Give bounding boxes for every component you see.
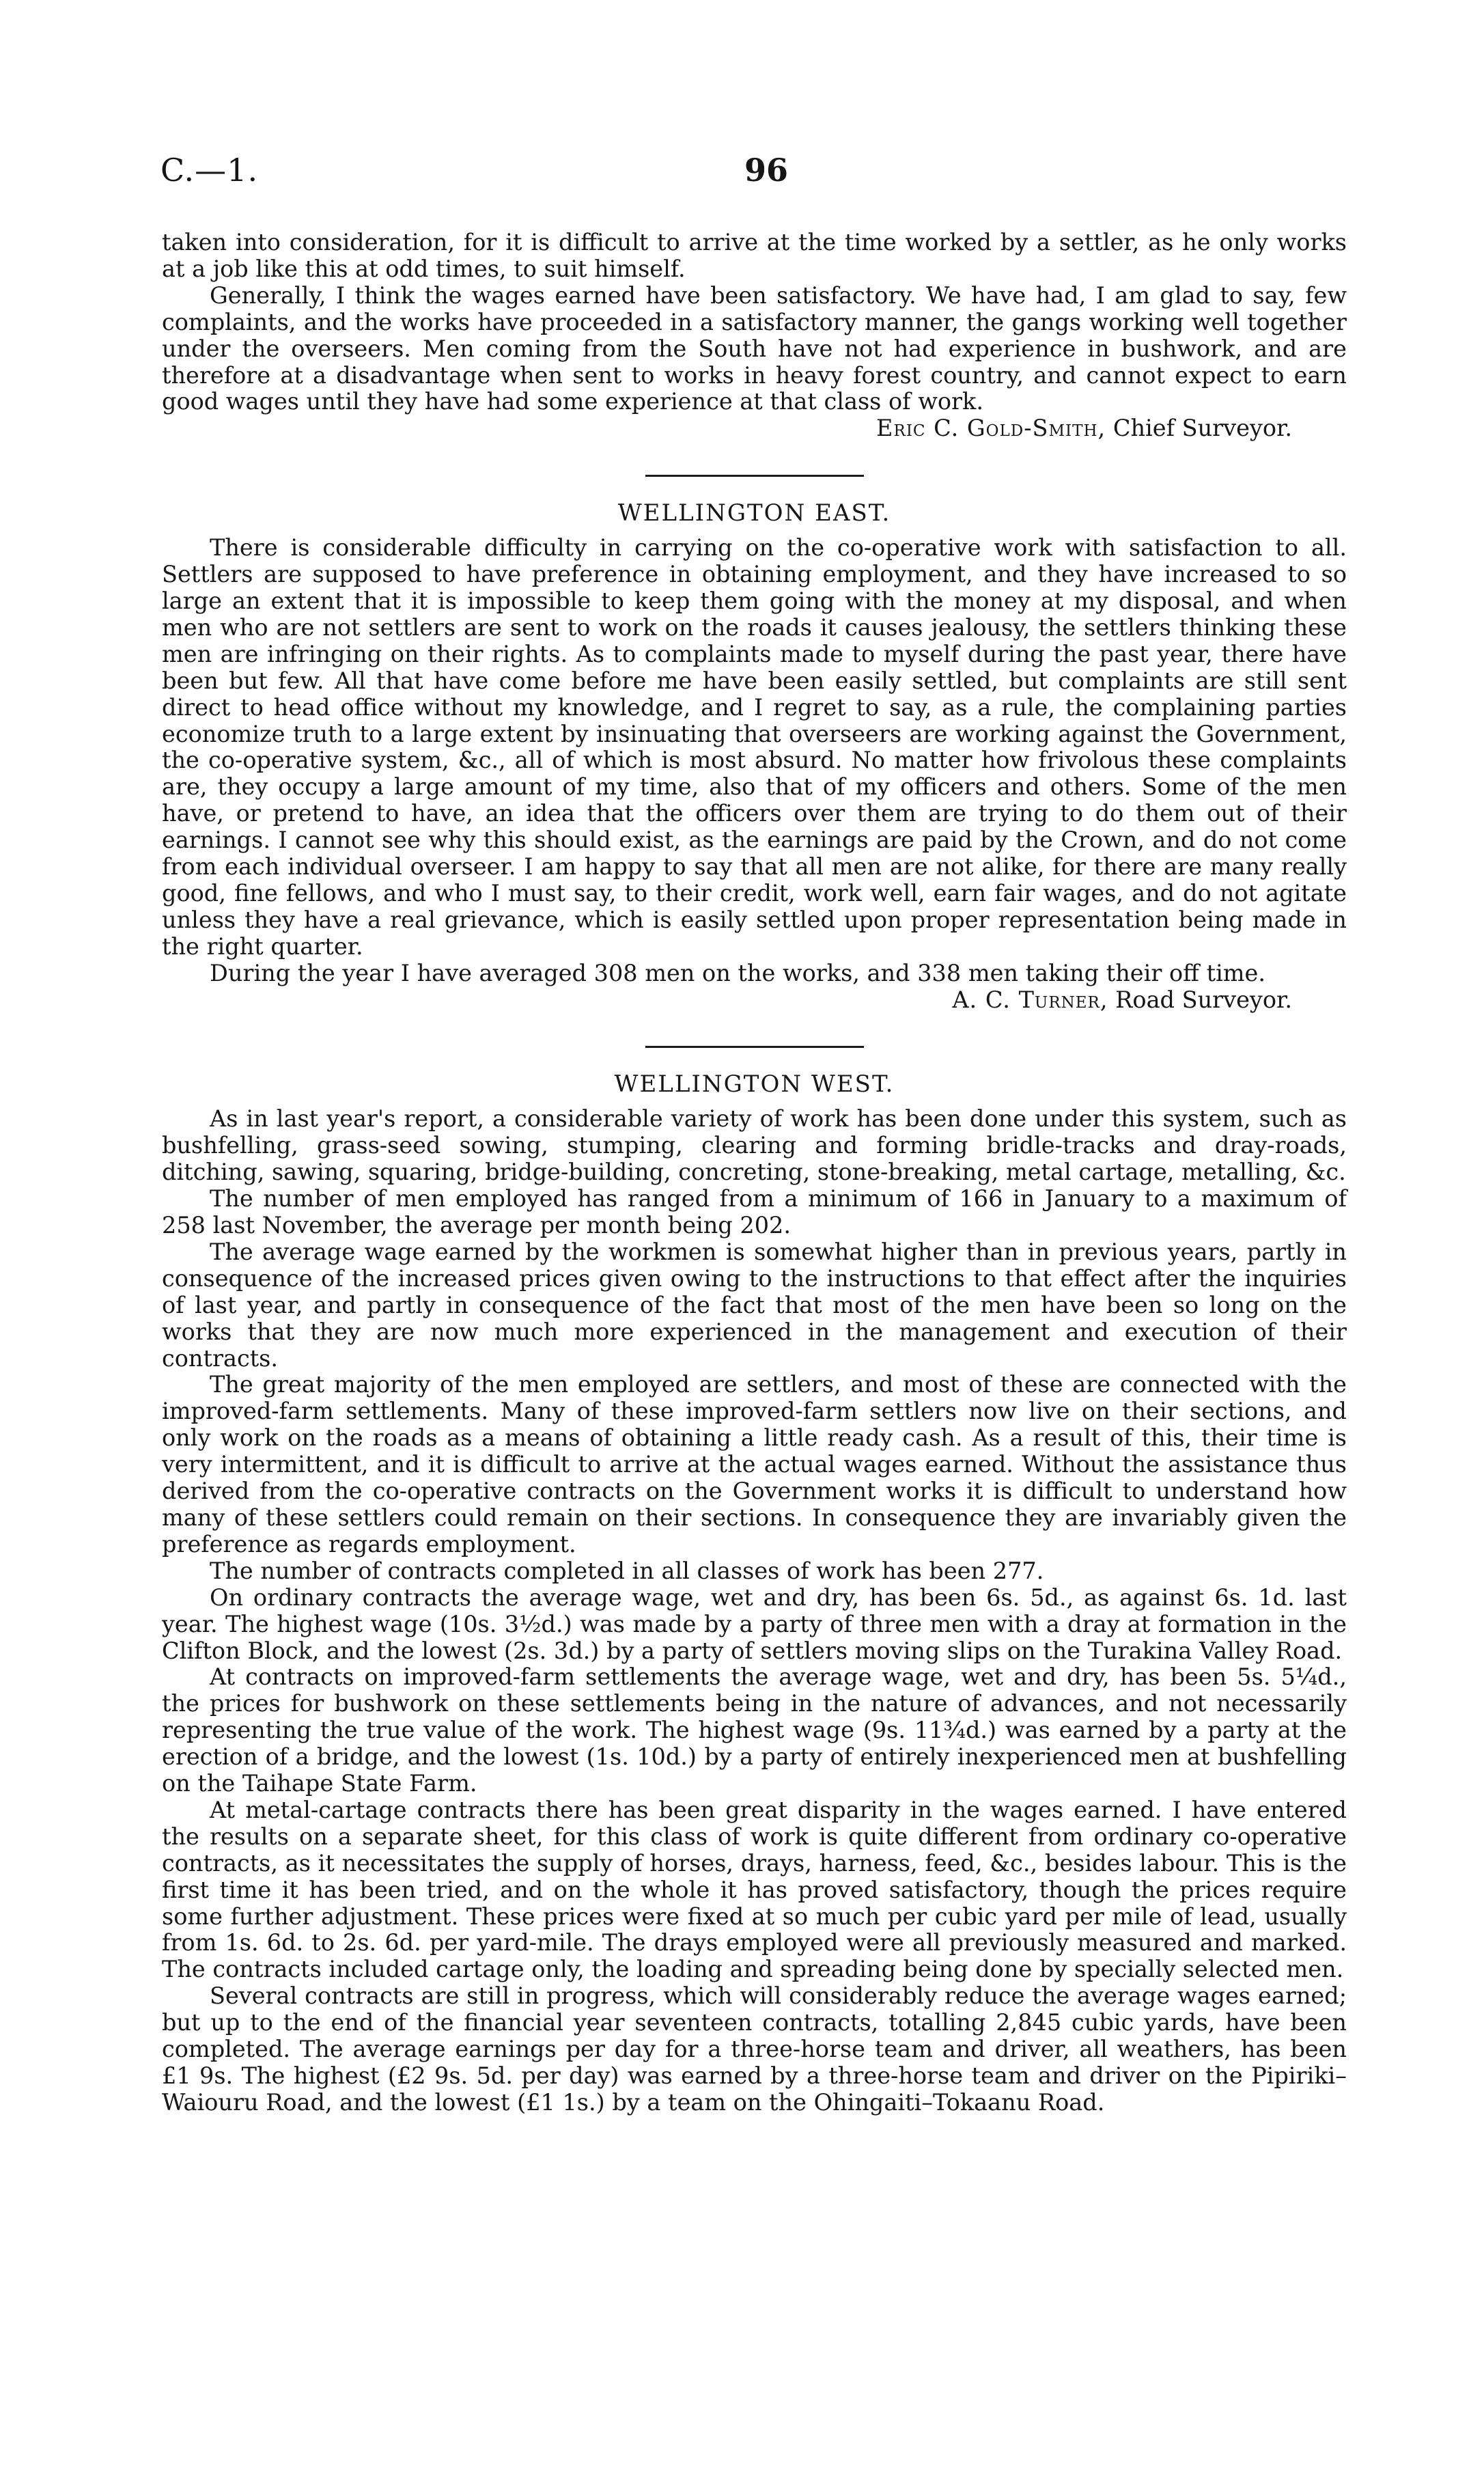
west-paragraph: The great majority of the men employed are settlers, and most of these are connected with the improved-farm settlements. Many of these improved-farm settlers now live on their sections, and only work on the roads as a means of obtaining a little ready cash. As a result of this, their time is very intermittent, and it is difficult to arrive at the actual wages earned. Without the assistance thus derived from the co-operative contracts on the Government works it is difficult to understand how many of these settlers could remain on their sections. In consequence they are invariably given the preference as regards employment. [162,1371,1347,1558]
continuation-paragraph: taken into consideration, for it is difficult to arrive at the time worked by a settler, as he only works at a job like this at odd times, to suit himself. [162,229,1347,282]
section-divider [645,1046,864,1048]
west-paragraph: As in last year's report, a considerable variety of work has been done under this system, such as bushfelling, grass-seed sowing, stumping, clearing and forming bridle-tracks and dray-roads, ditching, sawing, squaring, bridge-building, concreting, stone-breaking, metal cartage, metalling, &c. [162,1105,1347,1186]
west-paragraph: On ordinary contracts the average wage, wet and dry, has been 6s. 5d., as against 6s. 1d. last year. The highest wage (10s. 3½d.) was made by a party of three men with a dray at formation in the Clifton Block, and the lowest (2s. 3d.) by a party of settlers moving slips on the Turakina Valley Road. [162,1583,1347,1664]
signature-chief-surveyor [162,415,1347,442]
west-paragraph: At metal-cartage contracts there has been great disparity in the wages earned. I have entered the results on a separate sheet, for this class of work is quite different from ordinary co-operative contracts, as it necessitates the supply of horses, drays, harness, feed, &c., besides labour. This is the first time it has been tried, and on the whole it has proved satisfactory, though the prices require some further adjustment. These prices were fixed at so much per cubic yard per mile of lead, usually from 1s. 6d. to 2s. 6d. per yard-mile. The drays employed were all previously measured and marked. The contracts included cartage only, the loading and spreading being done by specially selected men. [162,1796,1347,1983]
intro-paragraph: Generally, I think the wages earned have been satisfactory. We have had, I am glad to say, few complaints, and the works have proceeded in a satisfactory manner, the gangs working well together under the overseers. Men coming from the South have not had experience in bushwork, and are therefore at a disadvantage when sent to works in heavy forest country, and cannot expect to earn good wages until they have had some experience at that class of work. [162,281,1347,415]
west-paragraph: Several contracts are still in progress, which will considerably reduce the average wages earned; but up to the end of the financial year seventeen contracts, totalling 2,845 cubic yards, have been completed. The average earnings per day for a three-horse team and driver, all weathers, has been £1 9s. The highest (£2 9s. 5d. per day) was earned by a three-horse team and driver on the Pipiriki–Waiouru Road, and the lowest (£1 1s.) by a team on the Ohingaiti–Tokaanu Road. [162,1982,1347,2116]
page-header [160,152,1349,193]
signature-road-surveyor [162,987,1347,1014]
west-paragraph: The number of men employed has ranged from a minimum of 166 in January to a maximum of 258 last November, the average per month being 202. [162,1185,1347,1238]
east-paragraph: There is considerable difficulty in carrying on the co-operative work with satisfaction to all. Settlers are supposed to have preference in obtaining employment, and they have increased to so large an extent that it is impossible to keep them going with the money at my disposal, and when men who are not settlers are sent to work on the roads it causes jealousy, the settlers thinking these men are infringing on their rights. As to complaints made to myself during the past year, there have been but few. All that have come before me have been easily settled, but complaints are still sent direct to head office without my knowledge, and I regret to say, as a rule, the complaining parties economize truth to a large extent by insinuating that overseers are working against the Government, the co-operative system, &c., all of which is most absurd. No matter how frivolous these complaints are, they occupy a large amount of my time, also that of my officers and others. Some of the men have, or pretend to have, an idea that the officers over them are trying to do them out of their earnings. I cannot see why this should exist, as the earnings are paid by the Crown, and do not come from each individual overseer. I am happy to say that all men are not alike, for there are many really good, fine fellows, and who I must say, to their credit, work well, earn fair wages, and do not agitate unless they have a real grievance, which is easily settled upon proper representation being made in the right quarter. [162,534,1347,960]
section-title-wellington-east: WELLINGTON EAST. [617,499,891,527]
document-code: C.—1. [160,152,259,189]
signature-title: Road Surveyor. [1115,986,1292,1013]
signature-name: Eric C. Gold-Smith, [876,415,1106,442]
section-title-wellington-west: WELLINGTON WEST. [614,1070,895,1098]
signature-name: A. C. Turner, [952,986,1108,1013]
page-body [162,230,1347,2116]
section-divider [645,475,864,477]
signature-title: Chief Surveyor. [1112,415,1292,442]
west-paragraph: The number of contracts completed in all classes of work has been 277. [210,1557,1044,1584]
east-paragraph: During the year I have averaged 308 men on the works, and 338 men taking their off time. [210,959,1266,986]
page-number: 96 [744,152,789,189]
west-paragraph: The average wage earned by the workmen is somewhat higher than in previous years, partly in consequence of the increased prices given owing to the instructions to that effect after the inquiries of last year, and partly in consequence of the fact that most of the men have been so long on the works that they are now much more experienced in the management and execution of their contracts. [162,1238,1347,1372]
west-paragraph: At contracts on improved-farm settlements the average wage, wet and dry, has been 5s. 5¼d., the prices for bushwork on these settlements being in the nature of advances, and not necessarily representing the true value of the work. The highest wage (9s. 11¾d.) was earned by a party at the erection of a bridge, and the lowest (1s. 10d.) by a party of entirely inexperienced men at bushfelling on the Taihape State Farm. [162,1663,1347,1797]
